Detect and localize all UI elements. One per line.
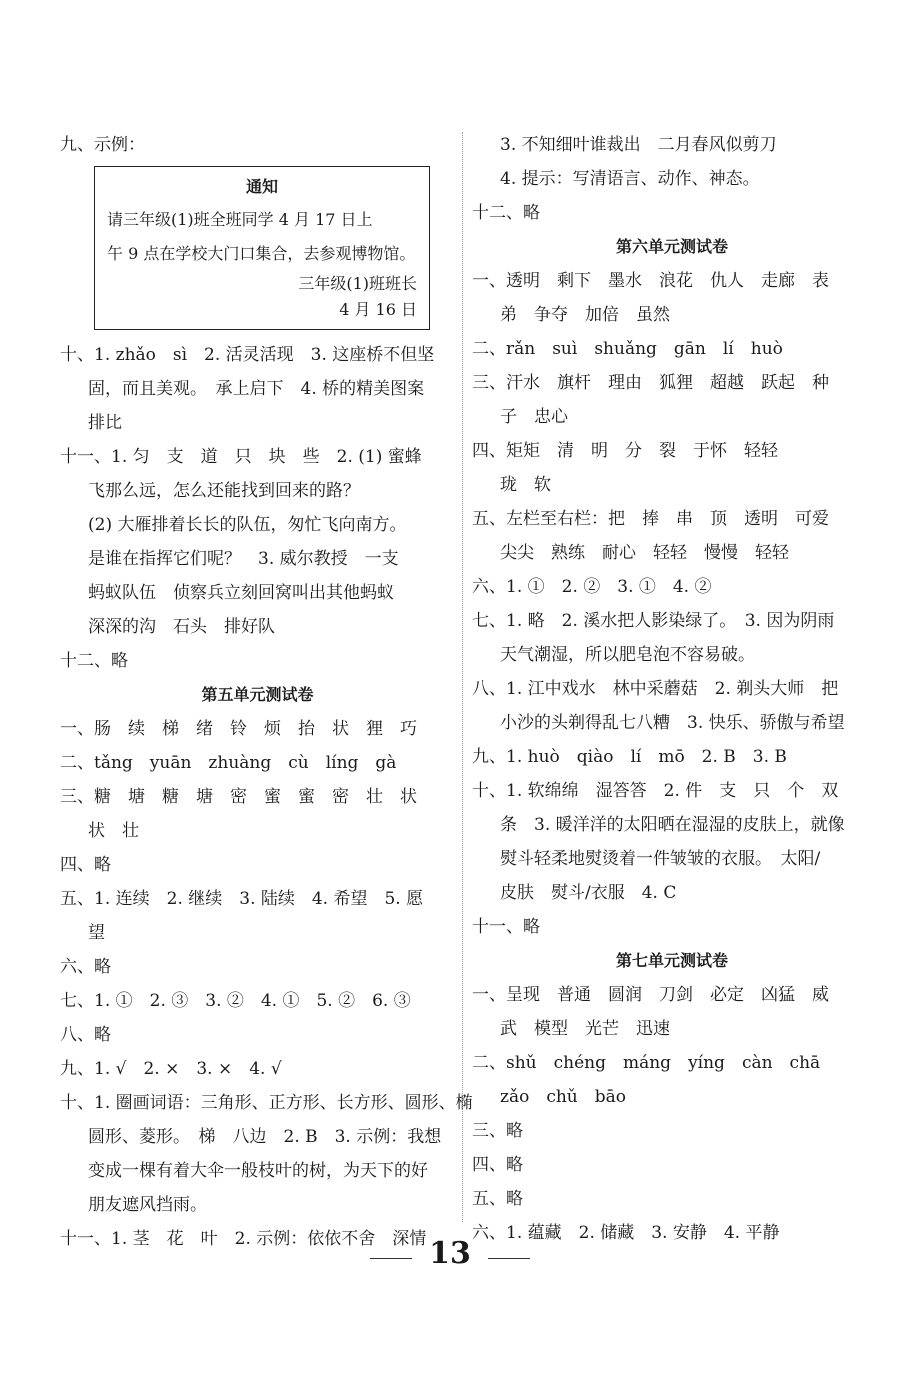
answer-line: 八、1. 江中戏水 林中采蘑菇 2. 剃头大师 把 [472,679,839,699]
answer-line: 望 [88,923,105,943]
section-heading: 第六单元测试卷 [615,237,728,256]
answer-line: 条 3. 暖洋洋的太阳晒在湿湿的皮肤上，就像 [500,815,845,835]
answer-line: 是谁在指挥它们呢？ 3. 威尔教授 一支 [88,549,399,569]
answer-line: 二、rǎn suì shuǎng gān lí huò [472,339,783,359]
column-divider [462,132,463,1222]
answer-line: 十、1. 圈画词语：三角形、正方形、长方形、圆形、椭 [60,1093,473,1113]
answer-line: 变成一棵有着大伞一般枝叶的树，为天下的好 [88,1161,428,1181]
answer-line: 二、tǎng yuān zhuàng cù líng gà [60,753,397,773]
answer-line: 三、略 [472,1121,523,1141]
answer-line: 三、糖 塘 糖 塘 密 蜜 蜜 密 壮 状 [60,787,417,807]
answer-line: 武 模型 光芒 迅速 [500,1019,670,1039]
left-pre-notice [60,128,455,162]
answer-line: 弟 争夺 加倍 虽然 [500,305,670,325]
answer-line: 一、透明 剩下 墨水 浪花 仇人 走廊 表 [472,271,829,291]
answer-line: 子 忠心 [500,407,568,427]
answer-line: 十一、1. 茎 花 叶 2. 示例：依依不舍 深情 [60,1229,427,1249]
answer-line: 4. 提示：写清语言、动作、神态。 [500,169,760,189]
answer-line: 一、呈现 普通 圆润 刀剑 必定 凶猛 威 [472,985,829,1005]
answer-line: 珑 软 [500,475,551,495]
notice-body-line-1: 请三年级(1)班全班同学 4 月 17 日上 [107,210,373,229]
answer-line: 蚂蚁队伍 侦察兵立刻回窝叫出其他蚂蚁 [88,583,394,603]
answer-line: 二、shǔ chéng máng yíng càn chā [472,1053,821,1073]
answer-line: 四、略 [60,855,111,875]
answer-line: 3. 不知细叶谁裁出 二月春风似剪刀 [500,135,777,155]
answer-line: 一、肠 续 梯 绪 铃 烦 抬 状 狸 巧 [60,719,417,739]
answer-line: 六、1. ① 2. ② 3. ① 4. ② [472,577,712,597]
right-column [472,128,872,1250]
answer-line: 九、1. √ 2. × 3. × 4. √ [60,1059,282,1079]
answer-line: (2) 大雁排着长长的队伍，匆忙飞向南方。 [88,515,407,535]
section-heading: 第五单元测试卷 [201,685,314,704]
answer-line: 九、示例： [60,135,145,155]
section-heading: 第七单元测试卷 [615,951,728,970]
answer-line: 九、1. huò qiào lí mō 2. B 3. B [472,747,787,767]
answer-line: 五、1. 连续 2. 继续 3. 陆续 4. 希望 5. 愿 [60,889,424,909]
notice-body-line-2: 午 9 点在学校大门口集合，去参观博物馆。 [107,244,416,263]
answer-line: 四、矩矩 清 明 分 裂 于怀 轻轻 [472,441,778,461]
page-number: 13 [429,1236,471,1271]
notice-title: 通知 [245,177,278,196]
answer-line: 十、1. zhǎo sì 2. 活灵活现 3. 这座桥不但坚 [60,345,435,365]
footer-dash-right [488,1258,530,1259]
answer-line: 五、左栏至右栏：把 捧 串 顶 透明 可爱 [472,509,829,529]
right-answer-lines [472,128,872,1250]
answer-line: 飞那么远，怎么还能找到回来的路？ [88,481,360,501]
answer-line: 七、1. 略 2. 溪水把人影染绿了。 3. 因为阴雨 [472,611,835,631]
answer-line: 固，而且美观。 承上启下 4. 桥的精美图案 [88,379,425,399]
answer-line: 十、1. 软绵绵 湿答答 2. 件 支 只 个 双 [472,781,839,801]
answer-line: 小沙的头剃得乱七八糟 3. 快乐、骄傲与希望 [500,713,845,733]
answer-line: 朋友遮风挡雨。 [88,1195,207,1215]
answer-line: zǎo chǔ bāo [500,1087,626,1107]
answer-line: 六、1. 蕴藏 2. 储藏 3. 安静 4. 平静 [472,1223,780,1243]
answer-line: 十一、1. 匀 支 道 只 块 些 2. (1) 蜜蜂 [60,447,422,467]
footer-dash-left [370,1258,412,1259]
answer-line: 十二、略 [60,651,128,671]
answer-line: 三、汗水 旗杆 理由 狐狸 超越 跃起 种 [472,373,829,393]
answer-line: 皮肤 熨斗/衣服 4. C [500,883,677,903]
answer-line: 排比 [88,413,122,433]
answer-line: 天气潮湿，所以肥皂泡不容易破。 [500,645,755,665]
answer-line: 深深的沟 石头 排好队 [88,617,275,637]
answer-line: 五、略 [472,1189,523,1209]
notice-box [94,166,430,330]
page-footer [0,1236,900,1271]
notice-date: 4 月 16 日 [339,300,417,319]
notice-signature: 三年级(1)班班长 [298,274,417,293]
answer-line: 圆形、菱形。 梯 八边 2. B 3. 示例：我想 [88,1127,442,1147]
answer-line: 八、略 [60,1025,111,1045]
answer-line: 熨斗轻柔地熨烫着一件皱皱的衣服。 太阳/ [500,849,821,869]
answer-line: 六、略 [60,957,111,977]
answer-line: 状 壮 [88,821,139,841]
answer-line: 四、略 [472,1155,523,1175]
answer-line: 七、1. ① 2. ③ 3. ② 4. ① 5. ② 6. ③ [60,991,411,1011]
answer-line: 十一、略 [472,917,540,937]
answer-line: 尖尖 熟练 耐心 轻轻 慢慢 轻轻 [500,543,789,563]
answer-line: 十二、略 [472,203,540,223]
